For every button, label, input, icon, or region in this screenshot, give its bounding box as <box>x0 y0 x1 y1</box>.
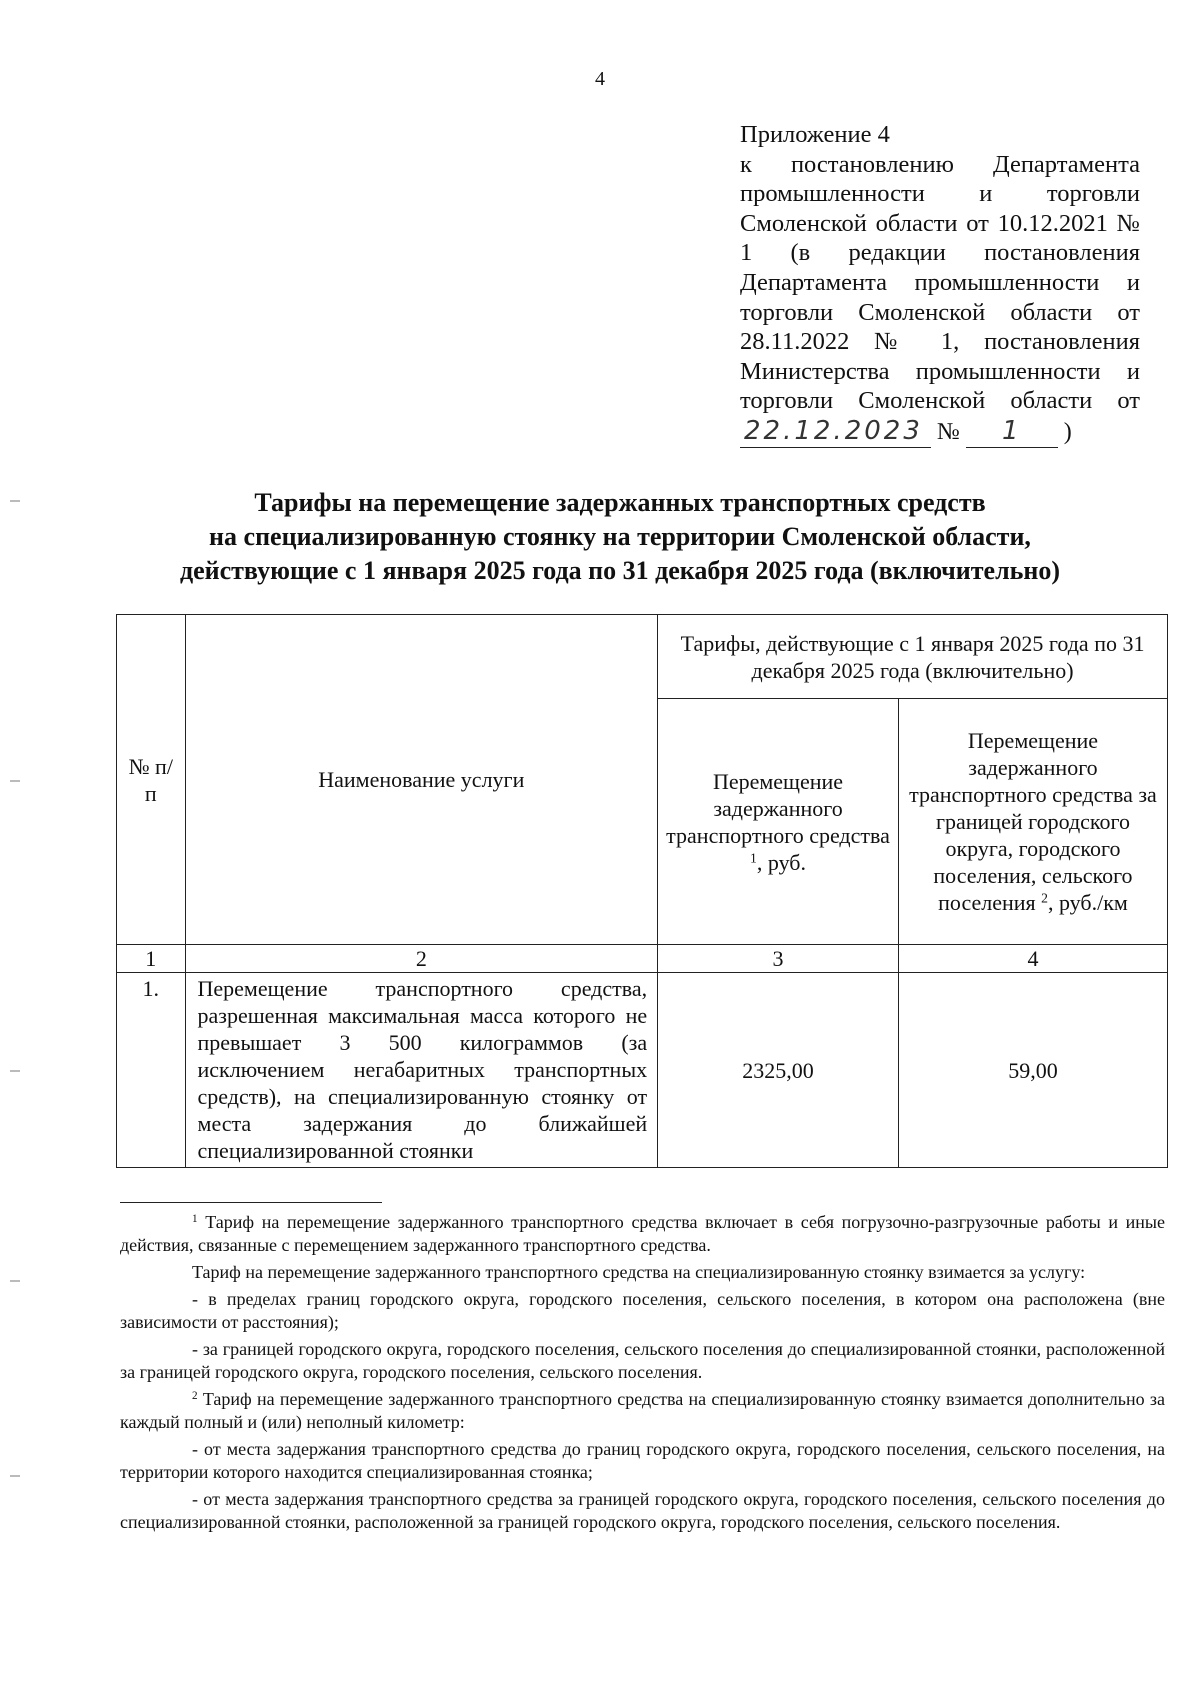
title-line-3: действующие с 1 января 2025 года по 31 декабря 2025 года (включительно) <box>179 556 1061 585</box>
footnote-paragraph: - от места задержания транспортного средства до границ городского округа, городского поселения, сельского поселения, на территории которого находится специализированная стоянка; <box>120 1439 1165 1482</box>
appendix-body: к постановлению Департамента промышленности и торговли Смоленской области от 10.12.2021 № 1 (в редакции постановления Департамента промышленности и торговли Смоленской области от 28.11.2022 № 1, постановления Министерства промышленности и торговли Смоленской области от <box>740 150 1140 415</box>
table-header-row-1 <box>117 615 1168 699</box>
column-number-row <box>117 945 1168 973</box>
scan-margin-mark <box>10 1280 20 1282</box>
footnote-2 <box>120 1388 1165 1434</box>
appendix-signature-line <box>740 417 1140 448</box>
row-service-name: Перемещение транспортного средства, разрешенная максимальная масса которого не превышает 3 500 килограммов (за исключением негабаритных транспортных средств), на специализированную стоянку от места задержания до ближайшей специализированной стоянки <box>185 973 658 1168</box>
row-tariff: 2325,00 <box>658 973 899 1168</box>
header-num: № п/п <box>117 615 186 945</box>
column-number: 3 <box>658 945 899 973</box>
row-tariff-per-km: 59,00 <box>898 973 1167 1168</box>
page-number: 4 <box>595 68 605 90</box>
footnote-2-text: Тариф на перемещение задержанного транспортного средства на специализированную стоянку взимается дополнительно за каждый полный и (или) неполный километр: <box>120 1389 1166 1432</box>
footnote-separator <box>120 1202 382 1203</box>
scan-margin-mark <box>10 1475 20 1477</box>
column-number: 4 <box>898 945 1167 973</box>
footnote-paragraph: - от места задержания транспортного средства за границей городского округа, городского поселения, сельского поселения до специализированной стоянки, расположенной за границей городского округа, городского поселения, сельского поселения. <box>120 1489 1165 1532</box>
header-col4 <box>898 699 1167 945</box>
header-col3 <box>658 699 899 945</box>
closing-paren: ) <box>1063 418 1072 445</box>
header-col3-unit: , руб. <box>756 849 806 875</box>
header-service-name: Наименование услуги <box>185 615 658 945</box>
footnote-paragraph: - в пределах границ городского округа, городского поселения, сельского поселения, в котором она расположена (вне зависимости от расстояния); <box>120 1289 1165 1332</box>
number-sign: № <box>936 418 960 445</box>
header-col4-text: Перемещение задержанного транспортного средства за границей городского округа, городского поселения, сельского поселения <box>909 728 1157 915</box>
column-number: 2 <box>185 945 658 973</box>
appendix-block <box>740 120 1140 448</box>
row-number: 1. <box>117 973 186 1168</box>
header-col3-text: Перемещение задержанного транспортного средства <box>666 768 890 848</box>
scan-margin-mark <box>10 500 20 502</box>
header-col3-sup: 1 <box>750 850 757 865</box>
footnote-2-marker: 2 <box>192 1389 198 1402</box>
footnote-1-marker: 1 <box>192 1212 198 1225</box>
footnote-1-text: Тариф на перемещение задержанного транспортного средства включает в себя погрузочно-разгрузочные работы и иные действия, связанные с перемещением задержанного транспортного средства. <box>120 1212 1165 1255</box>
handwritten-date: 22.12.2023 <box>740 417 931 448</box>
appendix-title: Приложение 4 <box>740 121 890 148</box>
footnotes <box>120 1202 1165 1538</box>
title-line-1: Тарифы на перемещение задержанных транспортных средств <box>254 488 986 517</box>
header-col4-unit: , руб./км <box>1047 890 1128 915</box>
header-col4-sup: 2 <box>1041 890 1048 906</box>
footnote-paragraph: Тариф на перемещение задержанного транспортного средства на специализированную стоянку взимается за услугу: <box>192 1262 1086 1282</box>
table-row <box>117 973 1168 1168</box>
footnote-1 <box>120 1211 1165 1257</box>
title-line-2: на специализированную стоянку на территории Смоленской области, <box>209 522 1031 551</box>
handwritten-number: 1 <box>966 417 1058 448</box>
scan-margin-mark <box>10 780 20 782</box>
footnote-paragraph: - за границей городского округа, городского поселения, сельского поселения до специализированной стоянки, расположенной за границей городского округа, городского поселения, сельского поселения. <box>120 1339 1165 1382</box>
tariffs-table <box>116 614 1168 1168</box>
scan-margin-mark <box>10 1070 20 1072</box>
header-tariffs-group: Тарифы, действующие с 1 января 2025 года по 31 декабря 2025 года (включительно) <box>658 615 1168 699</box>
column-number: 1 <box>117 945 186 973</box>
document-title <box>120 486 1120 588</box>
